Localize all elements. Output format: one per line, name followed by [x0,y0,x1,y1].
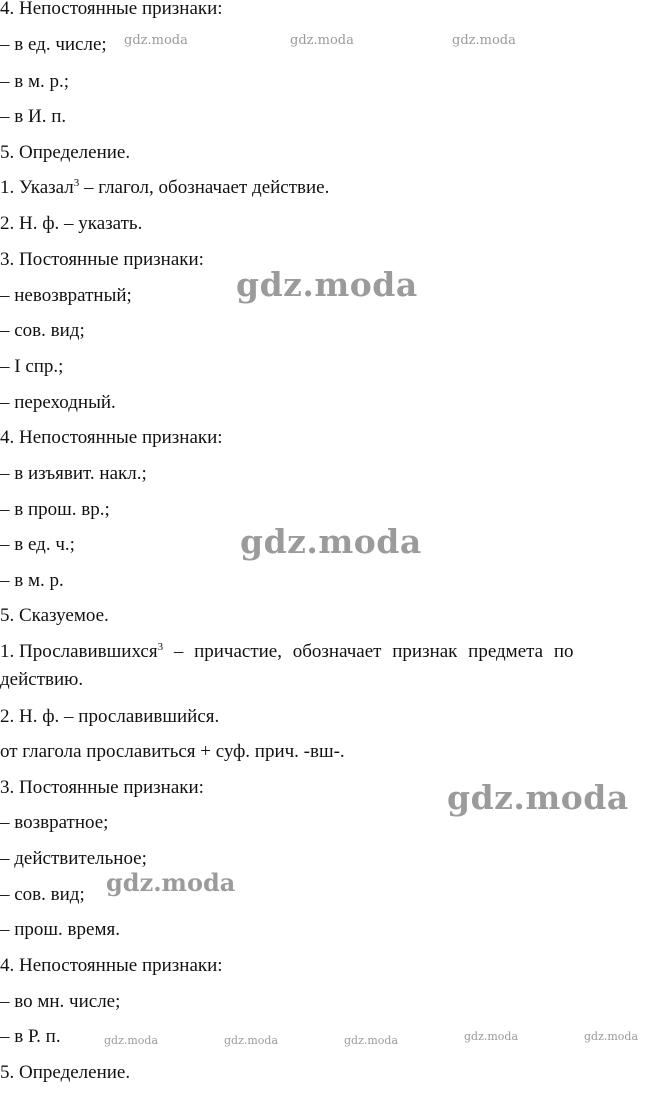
text-line: – возвратное; [0,812,109,833]
watermark: gdz.moda [584,1030,639,1043]
watermark: gdz.moda [290,33,354,48]
superscript: 3 [73,177,80,189]
text-line: – в м. р.; [0,71,70,92]
definition-text: – глагол, обозначает действие. [79,177,330,198]
text-line-proslav [0,640,670,664]
text-line: – невозвратный; [0,285,132,306]
text-line: – сов. вид; [0,320,85,341]
text-line: 5. Определение. [0,1062,131,1083]
text-line: 5. Сказуемое. [0,605,109,626]
text-line: 5. Определение. [0,142,131,163]
text-line: – прош. время. [0,919,120,940]
text-line: 4. Непостоянные признаки: [0,0,223,19]
text-line: – действительное; [0,848,147,869]
text-line: – в изъявит. накл.; [0,463,147,484]
watermark: gdz.moda [104,1034,159,1047]
watermark: gdz.moda [464,1030,519,1043]
text-line: 3. Постоянные признаки: [0,777,204,798]
text-line: 4. Непостоянные признаки: [0,955,223,976]
text-line: 2. Н. ф. – прославившийся. [0,706,220,727]
term-proslav: 1. Прославившихся [0,641,158,662]
text-line: – переходный. [0,392,116,413]
watermark: gdz.moda [344,1034,399,1047]
text-line: – во мн. числе; [0,991,121,1012]
watermark: gdz.moda [447,778,629,817]
text-line: – в ед. ч.; [0,534,75,555]
term-ukazal: 1. Указал [0,177,74,198]
text-line: – в И. п. [0,106,67,127]
watermark: gdz.moda [224,1034,279,1047]
watermark: gdz.moda [106,868,236,897]
text-line: – в м. р. [0,570,64,591]
text-line: – сов. вид; [0,884,85,905]
watermark: gdz.moda [240,522,422,561]
superscript: 3 [157,641,164,653]
text-line: – в ед. числе; [0,34,107,55]
text-line: от глагола прославиться + суф. прич. -вш-. [0,741,345,762]
text-line: – в прош. вр.; [0,499,110,520]
definition-text: – причастие, обозначает признак предмета по [163,641,574,662]
text-line: – в Р. п. [0,1026,61,1047]
text-line: 3. Постоянные признаки: [0,249,204,270]
watermark: gdz.moda [236,265,418,304]
watermark: gdz.moda [124,33,188,48]
text-line: – I спр.; [0,356,64,377]
text-line: действию. [0,669,84,690]
watermark: gdz.moda [452,33,516,48]
text-line: 4. Непостоянные признаки: [0,427,223,448]
text-line-ukazal [0,176,329,200]
text-line: 2. Н. ф. – указать. [0,213,143,234]
